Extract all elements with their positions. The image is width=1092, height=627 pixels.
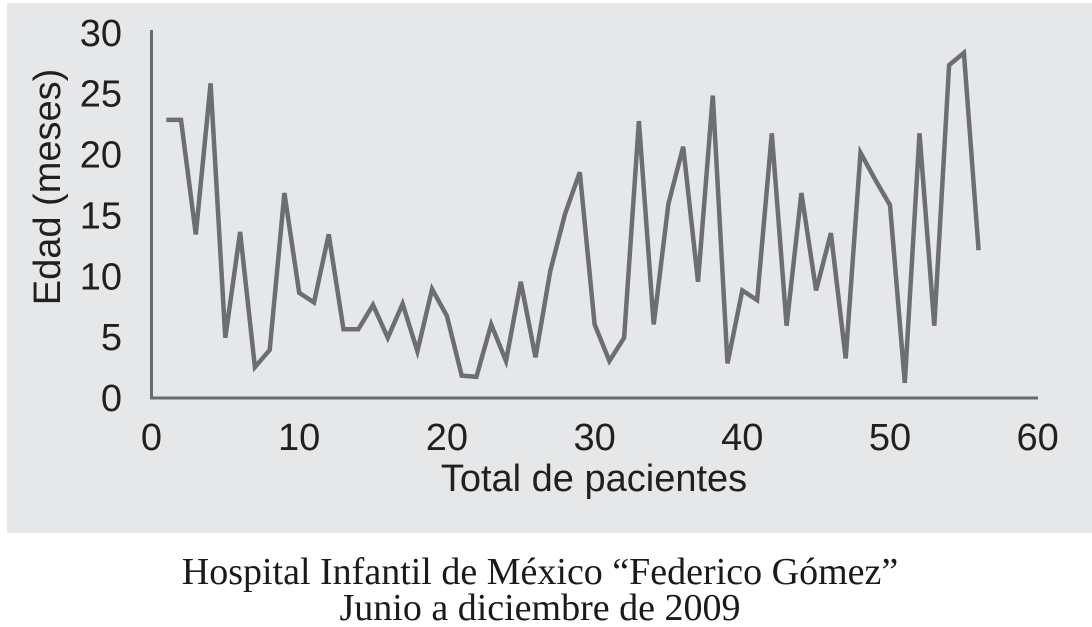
y-tick-label: 30 xyxy=(79,12,122,55)
y-tick-label: 20 xyxy=(79,134,122,177)
x-tick-label: 50 xyxy=(868,417,912,459)
caption-line-2: Junio a diciembre de 2009 xyxy=(339,587,741,627)
x-tick-label: 30 xyxy=(573,417,616,459)
y-tick-label: 5 xyxy=(100,317,122,360)
x-tick-label: 10 xyxy=(278,417,321,459)
y-tick-label: 0 xyxy=(100,378,122,420)
x-axis-title: Total de pacientes xyxy=(440,458,748,500)
y-tick-label: 15 xyxy=(79,195,122,238)
x-tick-label: 40 xyxy=(721,417,764,459)
x-tick-label: 0 xyxy=(140,417,163,459)
x-tick-label: 60 xyxy=(1016,417,1059,459)
y-tick-label: 10 xyxy=(79,256,122,299)
y-axis-title: Edad (meses) xyxy=(27,68,69,306)
x-tick-label: 20 xyxy=(425,417,469,459)
y-tick-label: 25 xyxy=(79,73,122,116)
caption-line-1: Hospital Infantil de México “Federico Gómez” xyxy=(181,551,899,593)
